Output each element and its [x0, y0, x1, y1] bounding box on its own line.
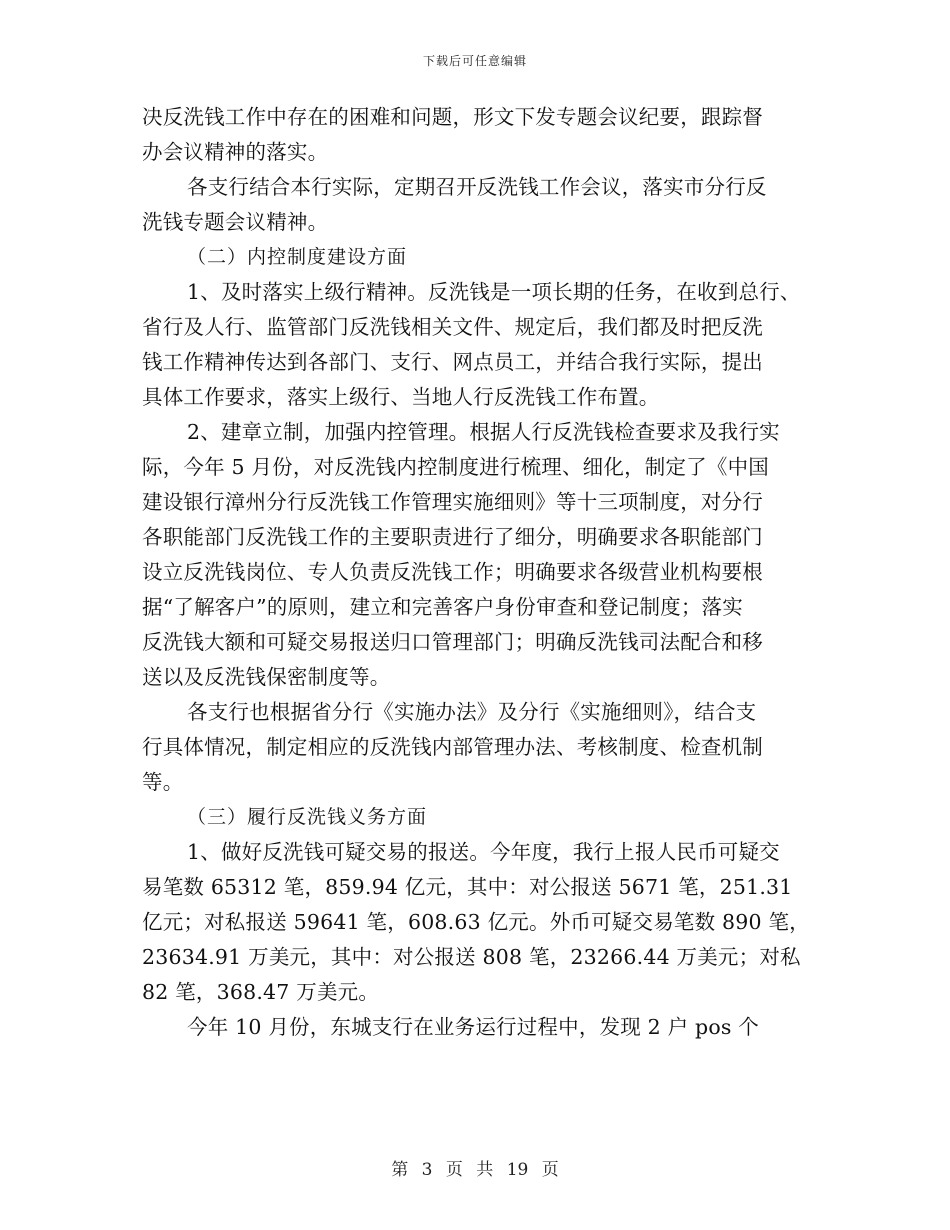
text-line: 建设银行漳州分行反洗钱工作管理实施细则》等十三项制度，对分行 [142, 490, 763, 514]
text-line: 亿元；对私报送 59641 笔，608.63 亿元。外币可疑交易笔数 890 笔， [142, 910, 810, 934]
page-footer [0, 1155, 950, 1180]
paragraph-start-line: 各支行结合本行实际，定期召开反洗钱工作会议，落实市分行反 [187, 175, 767, 199]
paragraph-start-line: 各支行也根据省分行《实施办法》及分行《实施细则》，结合支 [187, 700, 757, 724]
footer-suffix: 页 [541, 1160, 559, 1180]
footer-total-word: 共 [476, 1160, 494, 1180]
text-line: 办会议精神的落实。 [142, 140, 329, 164]
document-body [142, 100, 842, 1045]
text-line: 行具体情况，制定相应的反洗钱内部管理办法、考核制度、检查机制 [142, 735, 763, 759]
text-line: 钱工作精神传达到各部门、支行、网点员工，并结合我行实际，提出 [142, 350, 763, 374]
current-page-number: 3 [421, 1160, 433, 1180]
section-heading: （三）履行反洗钱义务方面 [187, 806, 428, 828]
footer-page-word: 页 [445, 1160, 463, 1180]
paragraph-start-line: 1、做好反洗钱可疑交易的报送。今年度，我行上报人民币可疑交 [187, 840, 780, 864]
paragraph-start-line: 今年 10 月份，东城支行在业务运行过程中，发现 2 户 pos 个 [187, 1015, 760, 1039]
paragraph-start-line: 1、及时落实上级行精神。反洗钱是一项长期的任务，在收到总行、 [187, 280, 801, 304]
text-line: 易笔数 65312 笔，859.94 亿元，其中：对公报送 5671 笔，251.31 [142, 875, 793, 899]
text-line: 等。 [142, 770, 184, 794]
text-line: 送以及反洗钱保密制度等。 [142, 665, 391, 689]
text-line: 设立反洗钱岗位、专人负责反洗钱工作；明确要求各级营业机构要根 [142, 560, 763, 584]
footer-prefix: 第 [391, 1160, 409, 1180]
text-line: 省行及人行、监管部门反洗钱相关文件、规定后，我们都及时把反洗 [142, 315, 763, 339]
total-page-count: 19 [506, 1160, 529, 1180]
text-line: 据“了解客户”的原则，建立和完善客户身份审查和登记制度；落实 [142, 595, 743, 619]
paragraph-start-line: 2、建章立制，加强内控管理。根据人行反洗钱检查要求及我行实 [187, 420, 780, 444]
text-line: 决反洗钱工作中存在的困难和问题，形文下发专题会议纪要，跟踪督 [142, 105, 763, 129]
page-header: 下载后可任意编辑 [422, 54, 527, 68]
text-line: 82 笔，368.47 万美元。 [142, 980, 380, 1004]
text-line: 具体工作要求，落实上级行、当地人行反洗钱工作布置。 [142, 385, 660, 409]
text-line: 各职能部门反洗钱工作的主要职责进行了细分，明确要求各职能部门 [142, 525, 763, 549]
text-line: 反洗钱大额和可疑交易报送归口管理部门；明确反洗钱司法配合和移 [142, 630, 763, 654]
text-line: 际，今年 5 月份，对反洗钱内控制度进行梳理、细化，制定了《中国 [142, 455, 769, 479]
section-heading: （二）内控制度建设方面 [187, 246, 408, 268]
text-line: 洗钱专题会议精神。 [142, 210, 329, 234]
text-line: 23634.91 万美元，其中：对公报送 808 笔，23266.44 万美元；对私 [142, 945, 801, 969]
